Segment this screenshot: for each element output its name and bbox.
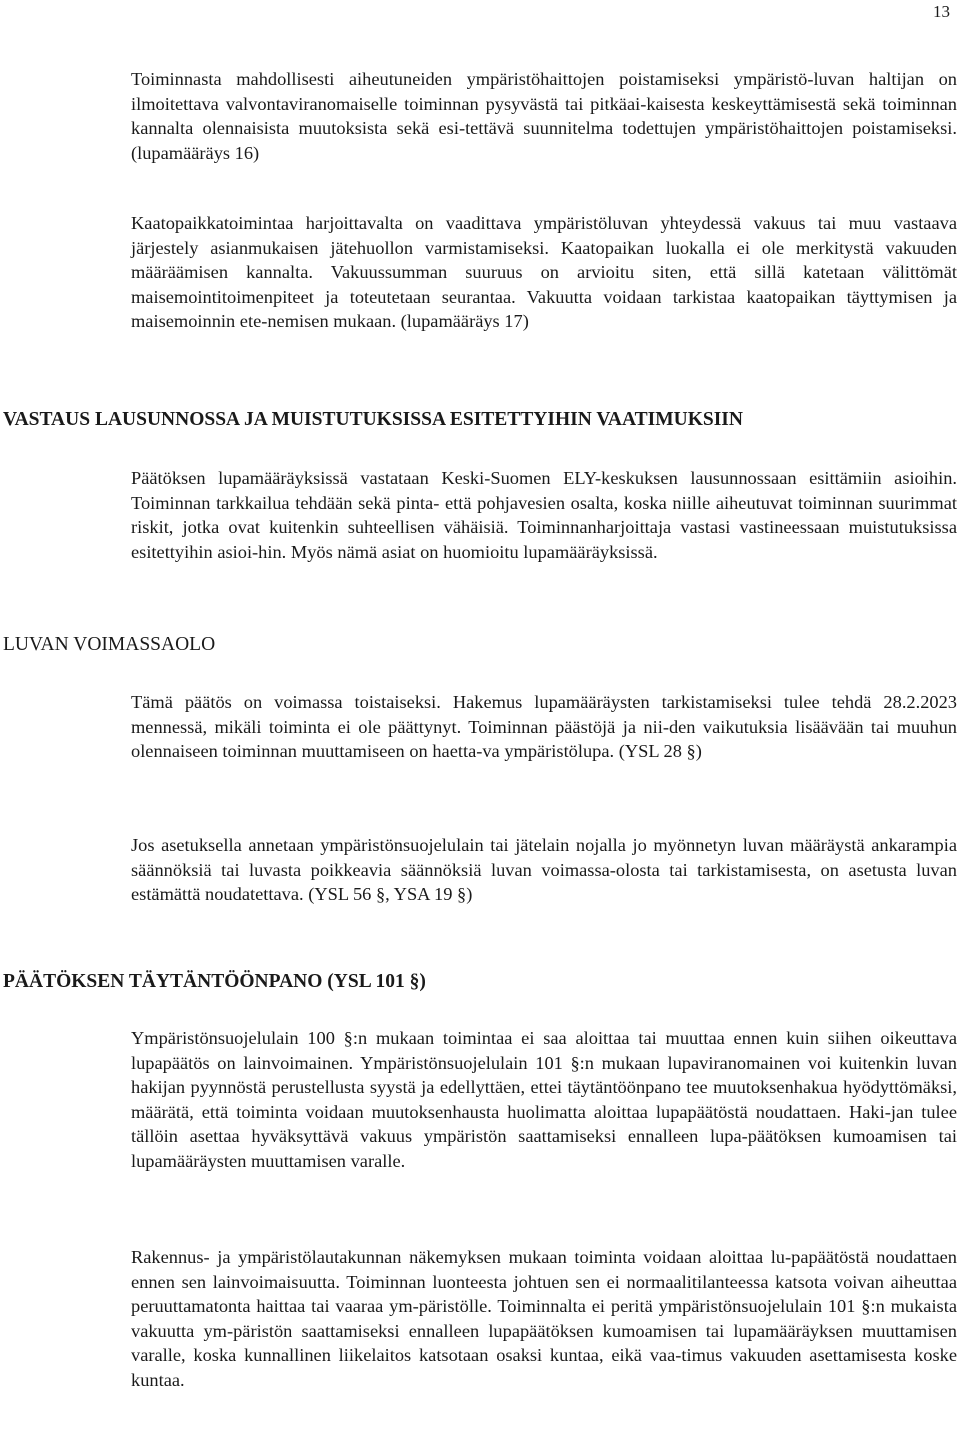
paragraph-lupamaarays-16: Toiminnasta mahdollisesti aiheutuneiden ympäristöhaittojen poistamiseksi ympäristö-luvan haltijan on ilmoitettava valvontaviranomaiselle toiminnan pysyvästä tai pitkäai-kaisesta keskeyttämisestä sekä toiminnan kannalta olennaisista muutoksista sekä esi-tettävä suunnitelma todettujen ympäristöhaittojen poistamiseksi. (lupamääräys 16) — [131, 69, 957, 163]
paragraph-voimassaolo-1: Tämä päätös on voimassa toistaiseksi. Hakemus lupamääräysten tarkistamiseksi tulee tehdä 28.2.2023 mennessä, mikäli toiminta ei ole päättynyt. Toiminnan päästöjä ja nii-den vaikutuksia lisäävään tai muuhun olennaiseen toiminnan muuttamiseen on haetta-va ympäristölupa. (YSL 28 §) — [131, 692, 957, 761]
heading-taytantoonpano: PÄÄTÖKSEN TÄYTÄNTÖÖNPANO (YSL 101 §) — [3, 971, 426, 992]
paragraph-voimassaolo-2: Jos asetuksella annetaan ympäristönsuojelulain tai jätelain nojalla jo myönnetyn luvan määräystä ankarampia säännöksiä tai luvasta poikkeavia säännöksiä luvan voimassa-olosta tai tarkistamisesta, on asetusta luvan estämättä noudatettava. (YSL 56 §, YSA 19 §) — [131, 835, 957, 904]
heading-vastaus: VASTAUS LAUSUNNOSSA JA MUISTUTUKSISSA ESITETTYIHIN VAATIMUKSIIN — [3, 409, 743, 430]
paragraph-lupamaarays-17: Kaatopaikkatoimintaa harjoittavalta on vaadittava ympäristöluvan yhteydessä vakuus tai muu vastaava järjestely asianmukaisen jätehuollon varmistamiseksi. Kaatopaikan luokalla ei ole merkitystä vakuuden määräämisen kannalta. Vakuussumman suuruus on arvioitu siten, että sillä katetaan välittömät maisemointitoimenpiteet ja toteutetaan seurantaa. Vakuutta voidaan tarkistaa kaatopaikan täyttymisen ja maisemoinnin ete-nemisen mukaan. (lupamääräys 17) — [131, 213, 957, 331]
paragraph-vastaus: Päätöksen lupamääräyksissä vastataan Keski-Suomen ELY-keskuksen lausunnossaan esittämiin asioihin. Toiminnan tarkkailua tehdään sekä pinta- että pohjavesien osalta, koska niille aiheutuvat toiminnan suurimmat riskit, jotka ovat kuitenkin suhteellisen vähäisiä. Toiminnanharjoittaja vastasi vastineessaan muistutuksissa esitettyihin asioi-hin. Myös nämä asiat on huomioitu lupamääräyksissä. — [131, 468, 957, 562]
heading-luvan-voimassaolo: LUVAN VOIMASSAOLO — [3, 634, 216, 655]
paragraph-taytantoonpano-1: Ympäristönsuojelulain 100 §:n mukaan toimintaa ei saa aloittaa tai muuttaa ennen kuin siihen oikeuttava lupapäätös on lainvoimainen. Ympäristönsuojelulain 101 §:n mukaan lupaviranomainen voi kuitenkin luvan hakijan pyynnöstä perustellusta syystä ja edellyttäen, ettei täytäntöönpano tee muutoksenhakua hyödyttömäksi, määrätä, että toiminta voidaan muutoksenhausta huolimatta aloittaa lupapäätöstä noudattaen. Haki-jan tulee tällöin asettaa hyväksyttävä vakuus ympäristön saattamiseksi ennalleen lupa-päätöksen kumoamisen tai lupamääräysten muuttamisen varalle. — [131, 1028, 957, 1171]
page-number: 13 — [933, 2, 950, 21]
paragraph-taytantoonpano-2: Rakennus- ja ympäristölautakunnan näkemyksen mukaan toiminta voidaan aloittaa lu-papäätöstä noudattaen ennen sen lainvoimaisuutta. Toiminnan luonteesta johtuen sen ei normaalitilanteessa katsota voivan aiheuttaa peruuttamatonta haittaa tai vaaraa ym-päristölle. Toiminnalta ei peritä ympäristönsuojelulain 101 §:n mukaista vakuutta ym-päristön saattamiseksi ennalleen lupapäätöksen kumoamisen tai lupamääräyksen muuttamisen varalle, koska kunnallinen liikelaitos katsotaan osaksi kuntaa, eikä vaa-timus vakuuden asettamisesta koske kuntaa. — [131, 1247, 957, 1390]
